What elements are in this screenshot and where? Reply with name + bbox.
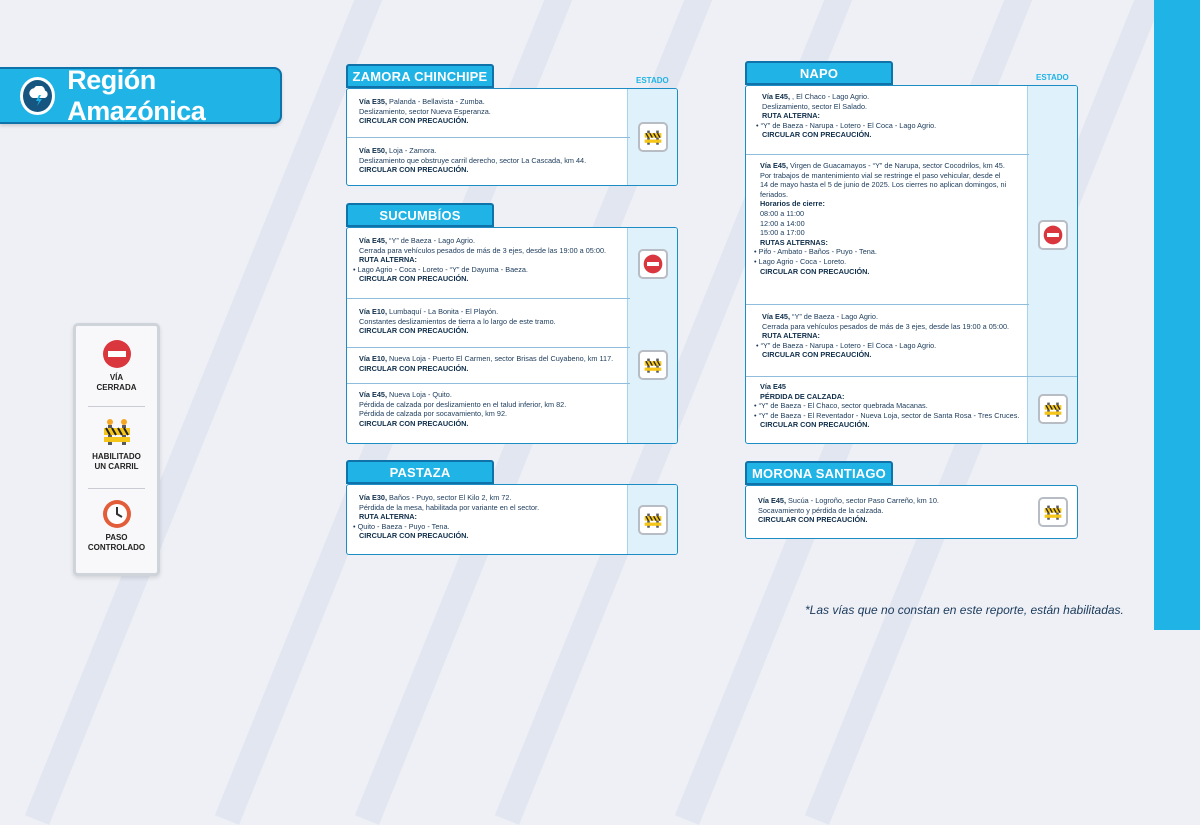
legend-divider	[88, 406, 145, 407]
entry-sucumbios-2: Vía E10, Lumbaquí - La Bonita - El Playón. Constantes deslizamientos de tierra a lo largo de este tramo. CIRCULAR CON PRECAUCIÓN.	[359, 307, 556, 336]
status-one-lane	[1038, 394, 1068, 424]
weather-icon	[20, 77, 55, 115]
entry-morona-1: Vía E45, Sucúa - Logroño, sector Paso Carreño, km 10. Socavamiento y pérdida de la calzada. CIRCULAR CON PRECAUCIÓN.	[758, 496, 939, 525]
legend-label-one-lane: HABILITADO UN CARRIL	[92, 452, 141, 471]
entry-sucumbios-1: Vía E45, “Y” de Baeza - Lago Agrio. Cerrada para vehículos pesados de más de 3 ejes, desde las 19:00 a 05:00. RUTA ALTERNA: • Lago Agrio - Coca - Loreto - “Y” de Dayuma - Baeza. CIRCULAR CON PRECAUCIÓN.	[347, 236, 606, 284]
road-closed-icon	[643, 254, 663, 274]
row-divider	[746, 304, 1029, 305]
legend-item-controlled	[76, 499, 157, 553]
road-closed-icon	[102, 339, 132, 369]
entry-sucumbios-3: Vía E10, Nueva Loja - Puerto El Carmen, sector Brisas del Cuyabeno, km 117. CIRCULAR CON PRECAUCIÓN.	[359, 354, 614, 373]
legend-item-closed	[76, 339, 157, 393]
status-one-lane	[638, 505, 668, 535]
legend-panel	[73, 323, 160, 576]
row-divider	[347, 347, 630, 348]
card-morona	[745, 485, 1078, 539]
estado-column	[1027, 86, 1077, 443]
section-title-zamora: ZAMORA CHINCHIPE	[346, 64, 494, 88]
footnote: *Las vías que no constan en este reporte, están habilitadas.	[805, 603, 1124, 617]
entry-pastaza-1: Vía E30, Baños - Puyo, sector El Kilo 2, km 72. Pérdida de la mesa, habilitada por variante en el sector. RUTA ALTERNA: • Quito - Baeza - Puyo - Tena. CIRCULAR CON PRECAUCIÓN.	[347, 493, 539, 541]
entry-zamora-1: Vía E35, Palanda - Bellavista - Zumba. Deslizamiento, sector Nueva Esperanza. CIRCULAR CON PRECAUCIÓN.	[359, 97, 491, 126]
row-divider	[347, 383, 630, 384]
legend-item-one-lane	[76, 418, 157, 472]
road-closed-icon	[1043, 225, 1063, 245]
legend-label-closed: VÍA CERRADA	[96, 373, 137, 392]
roadwork-barrier-icon	[643, 356, 663, 374]
row-divider	[347, 137, 630, 138]
row-divider	[746, 376, 1077, 377]
right-accent-bar	[1154, 0, 1200, 630]
roadwork-barrier-icon	[643, 128, 663, 146]
section-title-sucumbios: SUCUMBÍOS	[346, 203, 494, 227]
roadwork-barrier-icon	[1043, 503, 1063, 521]
card-pastaza	[346, 484, 678, 555]
entry-napo-1: Vía E45, , El Chaco - Lago Agrio. Deslizamiento, sector El Salado. RUTA ALTERNA: • “Y” de Baeza - Narupa - Lotero - El Coca - Lago Agrio. CIRCULAR CON PRECAUCIÓN.	[746, 92, 936, 140]
card-napo	[745, 85, 1078, 444]
clock-icon	[102, 499, 132, 529]
entry-zamora-2: Vía E50, Loja - Zamora. Deslizamiento que obstruye carril derecho, sector La Cascada, km 44. CIRCULAR CON PRECAUCIÓN.	[359, 146, 587, 175]
entry-napo-2: Vía E45, Virgen de Guacamayos - “Y” de Narupa, sector Cocodrilos, km 45. Por trabajos de mantenimiento vial se restringe el paso vehicular, desde el 14 de mayo hasta el 5 de junio de 2025. Los cierres no aplican domingos, ni feriados. Horarios de cierre: 08:00 a 11:00 12:00 a 14:00 15:00 a 17:00 RUTAS ALTERNAS: • Pifo - Ambato - Baños - Puyo - Tena. • Lago Agrio - Coca - Loreto. CIRCULAR CON PRECAUCIÓN.	[746, 161, 1006, 276]
row-divider	[746, 154, 1029, 155]
roadwork-barrier-icon	[1043, 400, 1063, 418]
card-sucumbios	[346, 227, 678, 444]
section-title-morona: MORONA SANTIAGO	[745, 461, 893, 485]
estado-header: ESTADO	[636, 76, 669, 85]
section-title-napo: NAPO	[745, 61, 893, 85]
card-zamora	[346, 88, 678, 186]
status-one-lane	[1038, 497, 1068, 527]
region-badge	[0, 64, 282, 126]
status-closed	[638, 249, 668, 279]
status-one-lane	[638, 122, 668, 152]
row-divider	[347, 298, 630, 299]
status-one-lane	[638, 350, 668, 380]
status-closed	[1038, 220, 1068, 250]
roadwork-barrier-icon	[643, 511, 663, 529]
entry-sucumbios-4: Vía E45, Nueva Loja - Quito. Pérdida de calzada por deslizamiento en el talud inferior, km 82. Pérdida de calzada por socavamiento, km 92. CIRCULAR CON PRECAUCIÓN.	[359, 390, 567, 428]
section-title-pastaza: PASTAZA	[346, 460, 494, 484]
entry-napo-3: Vía E45, “Y” de Baeza - Lago Agrio. Cerrada para vehículos pesados de más de 3 ejes, desde las 19:00 a 05:00. RUTA ALTERNA: • “Y” de Baeza - Narupa - Lotero - El Coca - Lago Agrio. CIRCULAR CON PRECAUCIÓN.	[746, 312, 1009, 360]
legend-divider	[88, 488, 145, 489]
roadwork-barrier-icon	[102, 418, 132, 448]
entry-napo-4: Vía E45 PÉRDIDA DE CALZADA: • “Y” de Baeza - El Chaco, sector quebrada Macanas. • “Y” de Baeza - El Reventador - Nueva Loja, sector de Santa Rosa - Tres Cruces. CIRCULAR CON PRECAUCIÓN.	[746, 382, 1019, 430]
legend-label-controlled: PASO CONTROLADO	[87, 533, 146, 552]
estado-header: ESTADO	[1036, 73, 1069, 82]
region-title: Región Amazónica	[67, 64, 206, 126]
